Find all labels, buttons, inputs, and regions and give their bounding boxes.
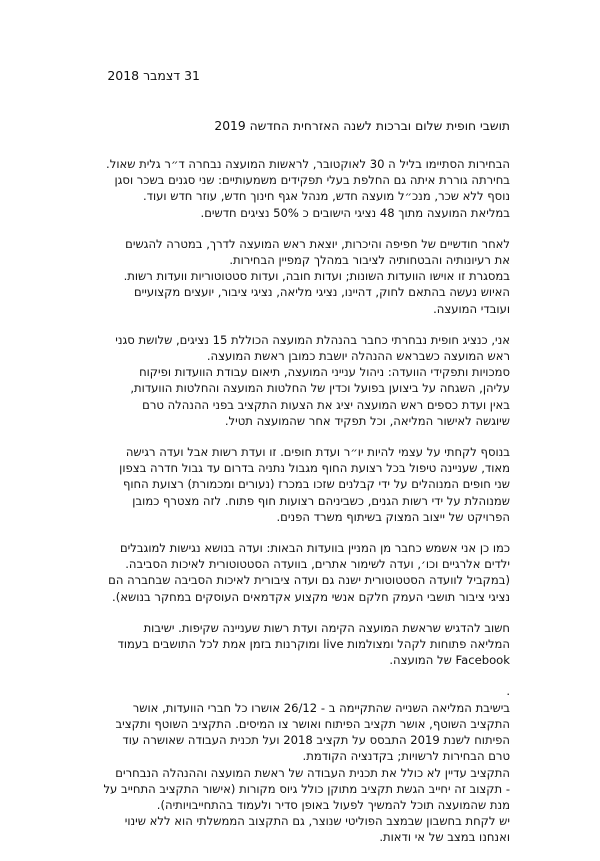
paragraph-line: נציגי ציבור תושבי העמק חלקם אנשי מקצוע אקדמאים העוסקים במחקר בנושא). <box>112 589 510 604</box>
paragraph-line: בחירתה גוררת איתה גם החלפת בעלי תפקידים משמעותיים: שני סגנים בשכר וסגן <box>114 173 510 188</box>
paragraph-line: שמנוהלת על ידי רשות הגנים, כשביניהם רצועות חוף פתוח. לזה מצטרף כמובן <box>132 493 510 508</box>
paragraph-line: . <box>506 684 510 699</box>
paragraph-line: סמכויות ותפקידי הוועדה: ניהול ענייני המועצה, תיאום עבודת הוועדות ופיקוח <box>139 365 510 380</box>
letter-greeting-heading: תושבי חופית שלום וברכות לשנה האזרחית החדשה 2019 <box>214 119 510 133</box>
paragraph-line: ועובדי המועצה. <box>433 301 510 316</box>
letter-paragraph <box>96 444 510 525</box>
paragraph-line: את רעיונותיה והבטחותיה לציבור במהלך קמפיין הבחירות. <box>229 253 510 268</box>
paragraph-line: נוסף ללא שכר, מנכ״ל מועצה חדש, מנהל אגף חינוך חדש, עוזר חדש ועוד. <box>142 189 510 204</box>
paragraph-line: בישיבת המליאה השנייה שהתקיימה ב - 26/12 אושרו כל חברי הוועדות, אושר <box>132 700 510 715</box>
letter-paragraph <box>96 332 510 429</box>
paragraph-line: שני חופים המנוהלים על ידי קבלנים שזכו במכרז (נעורים ומכמורת) רצועת החוף <box>122 477 510 492</box>
paragraph-line: בנוסף לקחתי על עצמי להיות יו״ר ועדת חופים. זו ועדת רשות אבל ועדה רגישה <box>125 445 510 460</box>
paragraph-line: Facebook של המועצה. <box>389 653 510 668</box>
paragraph-line: שיוגשה לאישור המליאה, וכל תפקיד אחר שהמועצה תטיל. <box>224 413 510 428</box>
paragraph-line: ראש המועצה כשבראש ההנהלה יושבת כמובן ראשת המועצה. <box>206 349 510 364</box>
paragraph-line: התקציב השוטף, אושר תקציב הפיתוח ואושר צו המיסים. התקציב השוטף ותקציב <box>115 716 510 731</box>
paragraph-line: באין ועדת כספים ראש המועצה יציג את הצעות התקציב בפני ההנהלה טרם <box>142 397 510 412</box>
paragraph-line: כמו כן אני אשמש כחבר מן המניין בוועדות הבאות: ועדה בנושא נגישות למוגבלים <box>119 541 510 556</box>
letter-paragraph <box>96 156 510 221</box>
paragraph-line: מנת שהמועצה תוכל להמשיך לפעול באופן סדיר ולעמוד בהתחייבויותיה). <box>156 797 510 812</box>
paragraph-line: אני, כנציג חופית נבחרתי כחבר בהנהלת המועצה הכוללת 15 נציגים, שלושת סגני <box>115 332 510 347</box>
paragraph-line: הבחירות הסתיימו בליל ה 30 לאוקטובר, לראשות המועצה נבחרה ד״ר גלית שאול. <box>106 157 510 171</box>
paragraph-line: יש לקחת בחשבון שבמצב הפוליטי שנוצר, גם התקצוב הממשלתי הוא ללא שינוי <box>124 814 510 829</box>
paragraph-line: ילדים אלרגיים וכו׳, ועדה לשימור אתרים, בוועדה הסטטוטורית לאיכות הסביבה. <box>125 557 510 572</box>
letter-body <box>96 156 510 861</box>
paragraph-line: במסגרת זו אוישו הוועדות השונות; ועדות חובה, ועדות סטטוטוריות וועדות רשות. <box>123 269 510 284</box>
paragraph-line: עליהן, השגחה על ביצוען בפועל וכדין של החלטות המועצה והחלטות הוועדות, <box>130 381 510 396</box>
paragraph-line: (במקביל לוועדה הסטטוטורית ישנה גם ועדה ציבורית לאיכות הסביבה שבחברה הם <box>108 573 510 588</box>
paragraph-line: המליאה פתוחות לקהל ומצולמות live ומוקרנות בזמן אמת לכל התושבים בעמוד <box>117 637 510 652</box>
letter-paragraph <box>96 540 510 605</box>
paragraph-line: חשוב להדגיש שראשת המועצה הקימה ועדת רשות שעניינה שקיפות. ישיבות <box>143 620 510 635</box>
paragraph-line: מאוד, שעניינה טיפול בכל רצועת החוף מגבול נתניה בדרום עד גבול חדרה בצפון <box>119 461 510 476</box>
paragraph-line: האיוש נעשה בהתאם לחוק, דהיינו, נציגי מליאה, נציגי ציבור, יועצים מקצועיים <box>133 285 510 300</box>
letter-date: 31 דצמבר 2018 <box>107 68 200 83</box>
paragraph-line: במליאת המועצה מתוך 48 נציגי הישובים כ 50% נציגים חדשים. <box>200 205 510 220</box>
paragraph-line: הפיתוח לשנת 2019 התבסס על תקציב 2018 ועל תכנית העבודה שאושרה עוד <box>122 733 510 748</box>
paragraph-line: - תקצוב זה יחייב הגשת תקציב מתוקן כולל גיוס מקורות (אישור התקציב התחייב על <box>103 781 510 796</box>
paragraph-line: הפרויקט של ייצוב המצוק בשיתוף משרד הפנים. <box>276 509 510 524</box>
letter-paragraph <box>96 683 510 845</box>
paragraph-line: טרם הבחירות לרשויות; בקדנציה הקודמת. <box>302 749 510 764</box>
letter-paragraph <box>96 236 510 317</box>
paragraph-line: ואנחנו במצב של אי ודאות. <box>379 830 510 845</box>
paragraph-line: לאחר חודשיים של חפיפה והיכרות, יוצאת ראש המועצה לדרך, במטרה להגשים <box>125 236 510 251</box>
letter-paragraph <box>96 620 510 669</box>
paragraph-line: התקציב עדיין לא כולל את תכנית העבודה של ראשת המועצה וההנהלה הנבחרים <box>115 765 510 780</box>
